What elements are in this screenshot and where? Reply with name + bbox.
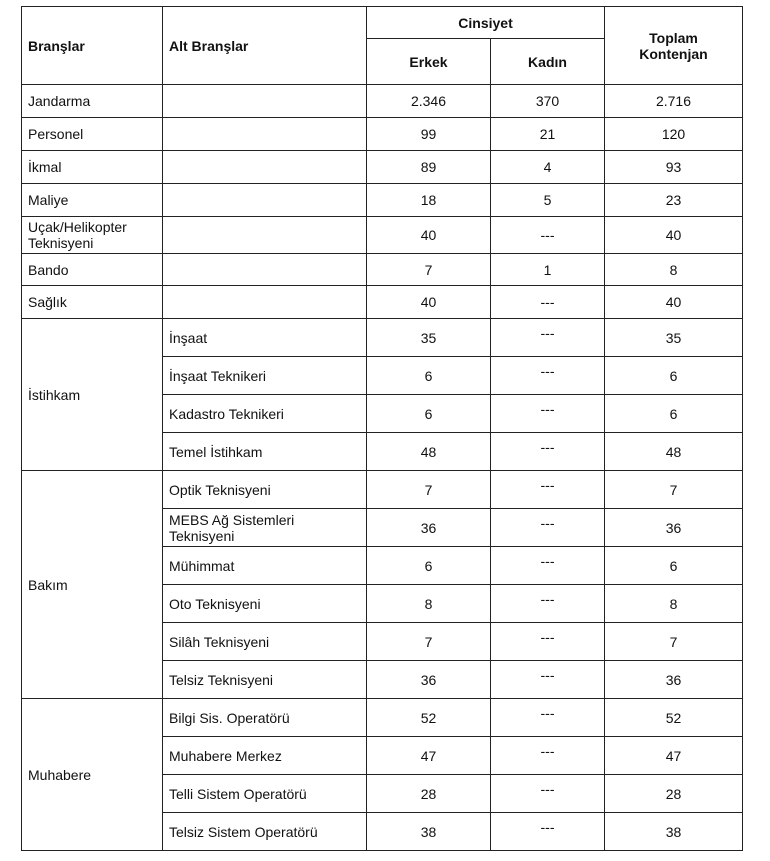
male-count-cell: 89 bbox=[367, 151, 491, 184]
total-count-cell: 52 bbox=[605, 699, 743, 737]
header-sub-branches: Alt Branşlar bbox=[163, 7, 367, 85]
table-row bbox=[22, 471, 743, 509]
sub-branch-cell bbox=[163, 254, 367, 286]
header-gender: Cinsiyet bbox=[367, 7, 605, 39]
female-count-cell: --- bbox=[491, 775, 605, 813]
female-count-cell: 370 bbox=[491, 85, 605, 118]
branch-cell: Bakım bbox=[22, 471, 163, 699]
total-count-cell: 7 bbox=[605, 623, 743, 661]
branch-cell: Personel bbox=[22, 118, 163, 151]
female-count-cell: --- bbox=[491, 699, 605, 737]
total-count-cell: 40 bbox=[605, 217, 743, 254]
sub-branch-cell bbox=[163, 151, 367, 184]
total-count-cell: 2.716 bbox=[605, 85, 743, 118]
total-count-cell: 8 bbox=[605, 585, 743, 623]
total-count-cell: 47 bbox=[605, 737, 743, 775]
branch-cell: Maliye bbox=[22, 184, 163, 217]
table-row bbox=[22, 254, 743, 286]
sub-branch-cell: İnşaat Teknikeri bbox=[163, 357, 367, 395]
sub-branch-cell bbox=[163, 85, 367, 118]
branch-cell: İkmal bbox=[22, 151, 163, 184]
female-count-cell: --- bbox=[491, 433, 605, 471]
female-count-cell: --- bbox=[491, 813, 605, 851]
sub-branch-cell: Telsiz Sistem Operatörü bbox=[163, 813, 367, 851]
male-count-cell: 35 bbox=[367, 319, 491, 357]
total-count-cell: 36 bbox=[605, 661, 743, 699]
total-count-cell: 28 bbox=[605, 775, 743, 813]
male-count-cell: 6 bbox=[367, 357, 491, 395]
male-count-cell: 52 bbox=[367, 699, 491, 737]
table-row bbox=[22, 184, 743, 217]
total-count-cell: 6 bbox=[605, 547, 743, 585]
table-row bbox=[22, 118, 743, 151]
total-count-cell: 6 bbox=[605, 395, 743, 433]
table-row bbox=[22, 151, 743, 184]
total-count-cell: 38 bbox=[605, 813, 743, 851]
total-count-cell: 48 bbox=[605, 433, 743, 471]
branch-cell: Muhabere bbox=[22, 699, 163, 851]
sub-branch-cell bbox=[163, 217, 367, 254]
female-count-cell: --- bbox=[491, 471, 605, 509]
female-count-cell: --- bbox=[491, 395, 605, 433]
male-count-cell: 36 bbox=[367, 661, 491, 699]
sub-branch-cell bbox=[163, 184, 367, 217]
total-count-cell: 7 bbox=[605, 471, 743, 509]
header-female: Kadın bbox=[491, 39, 605, 85]
total-count-cell: 93 bbox=[605, 151, 743, 184]
male-count-cell: 6 bbox=[367, 547, 491, 585]
sub-branch-cell: Optik Teknisyeni bbox=[163, 471, 367, 509]
female-count-cell: 1 bbox=[491, 254, 605, 286]
male-count-cell: 18 bbox=[367, 184, 491, 217]
sub-branch-cell: Muhabere Merkez bbox=[163, 737, 367, 775]
male-count-cell: 48 bbox=[367, 433, 491, 471]
male-count-cell: 7 bbox=[367, 471, 491, 509]
female-count-cell: --- bbox=[491, 547, 605, 585]
male-count-cell: 28 bbox=[367, 775, 491, 813]
female-count-cell: --- bbox=[491, 509, 605, 547]
header-total-line1: Toplam bbox=[649, 29, 698, 46]
branch-cell: Bando bbox=[22, 254, 163, 286]
table-row bbox=[22, 85, 743, 118]
total-count-cell: 6 bbox=[605, 357, 743, 395]
sub-branch-cell: Temel İstihkam bbox=[163, 433, 367, 471]
total-count-cell: 36 bbox=[605, 509, 743, 547]
female-count-cell: 21 bbox=[491, 118, 605, 151]
total-count-cell: 120 bbox=[605, 118, 743, 151]
female-count-cell: 5 bbox=[491, 184, 605, 217]
male-count-cell: 99 bbox=[367, 118, 491, 151]
female-count-cell: --- bbox=[491, 217, 605, 254]
header-total bbox=[605, 7, 743, 85]
female-count-cell: 4 bbox=[491, 151, 605, 184]
table-row bbox=[22, 286, 743, 319]
female-count-cell: --- bbox=[491, 357, 605, 395]
branch-cell: Jandarma bbox=[22, 85, 163, 118]
sub-branch-cell: Telsiz Teknisyeni bbox=[163, 661, 367, 699]
female-count-cell: --- bbox=[491, 661, 605, 699]
header-male: Erkek bbox=[367, 39, 491, 85]
sub-branch-cell: MEBS Ağ Sistemleri Teknisyeni bbox=[163, 509, 367, 547]
male-count-cell: 2.346 bbox=[367, 85, 491, 118]
female-count-cell: --- bbox=[491, 585, 605, 623]
sub-branch-cell bbox=[163, 286, 367, 319]
sub-branch-cell: Silâh Teknisyeni bbox=[163, 623, 367, 661]
sub-branch-cell: Mühimmat bbox=[163, 547, 367, 585]
total-count-cell: 23 bbox=[605, 184, 743, 217]
sub-branch-cell: Telli Sistem Operatörü bbox=[163, 775, 367, 813]
male-count-cell: 40 bbox=[367, 286, 491, 319]
quota-table bbox=[21, 6, 743, 851]
female-count-cell: --- bbox=[491, 737, 605, 775]
sub-branch-cell: Bilgi Sis. Operatörü bbox=[163, 699, 367, 737]
female-count-cell: --- bbox=[491, 286, 605, 319]
total-count-cell: 8 bbox=[605, 254, 743, 286]
sub-branch-cell bbox=[163, 118, 367, 151]
male-count-cell: 38 bbox=[367, 813, 491, 851]
total-count-cell: 40 bbox=[605, 286, 743, 319]
table-row bbox=[22, 319, 743, 357]
total-count-cell: 35 bbox=[605, 319, 743, 357]
table-row bbox=[22, 699, 743, 737]
header-branches: Branşlar bbox=[22, 7, 163, 85]
male-count-cell: 40 bbox=[367, 217, 491, 254]
female-count-cell: --- bbox=[491, 319, 605, 357]
male-count-cell: 8 bbox=[367, 585, 491, 623]
branch-cell: İstihkam bbox=[22, 319, 163, 471]
male-count-cell: 36 bbox=[367, 509, 491, 547]
header-total-line2: Kontenjan bbox=[639, 45, 708, 62]
male-count-cell: 7 bbox=[367, 254, 491, 286]
male-count-cell: 7 bbox=[367, 623, 491, 661]
sub-branch-cell: Oto Teknisyeni bbox=[163, 585, 367, 623]
male-count-cell: 6 bbox=[367, 395, 491, 433]
male-count-cell: 47 bbox=[367, 737, 491, 775]
sub-branch-cell: Kadastro Teknikeri bbox=[163, 395, 367, 433]
sub-branch-cell: İnşaat bbox=[163, 319, 367, 357]
female-count-cell: --- bbox=[491, 623, 605, 661]
branch-cell: Sağlık bbox=[22, 286, 163, 319]
table-row bbox=[22, 217, 743, 254]
branch-cell: Uçak/Helikopter Teknisyeni bbox=[22, 217, 163, 254]
